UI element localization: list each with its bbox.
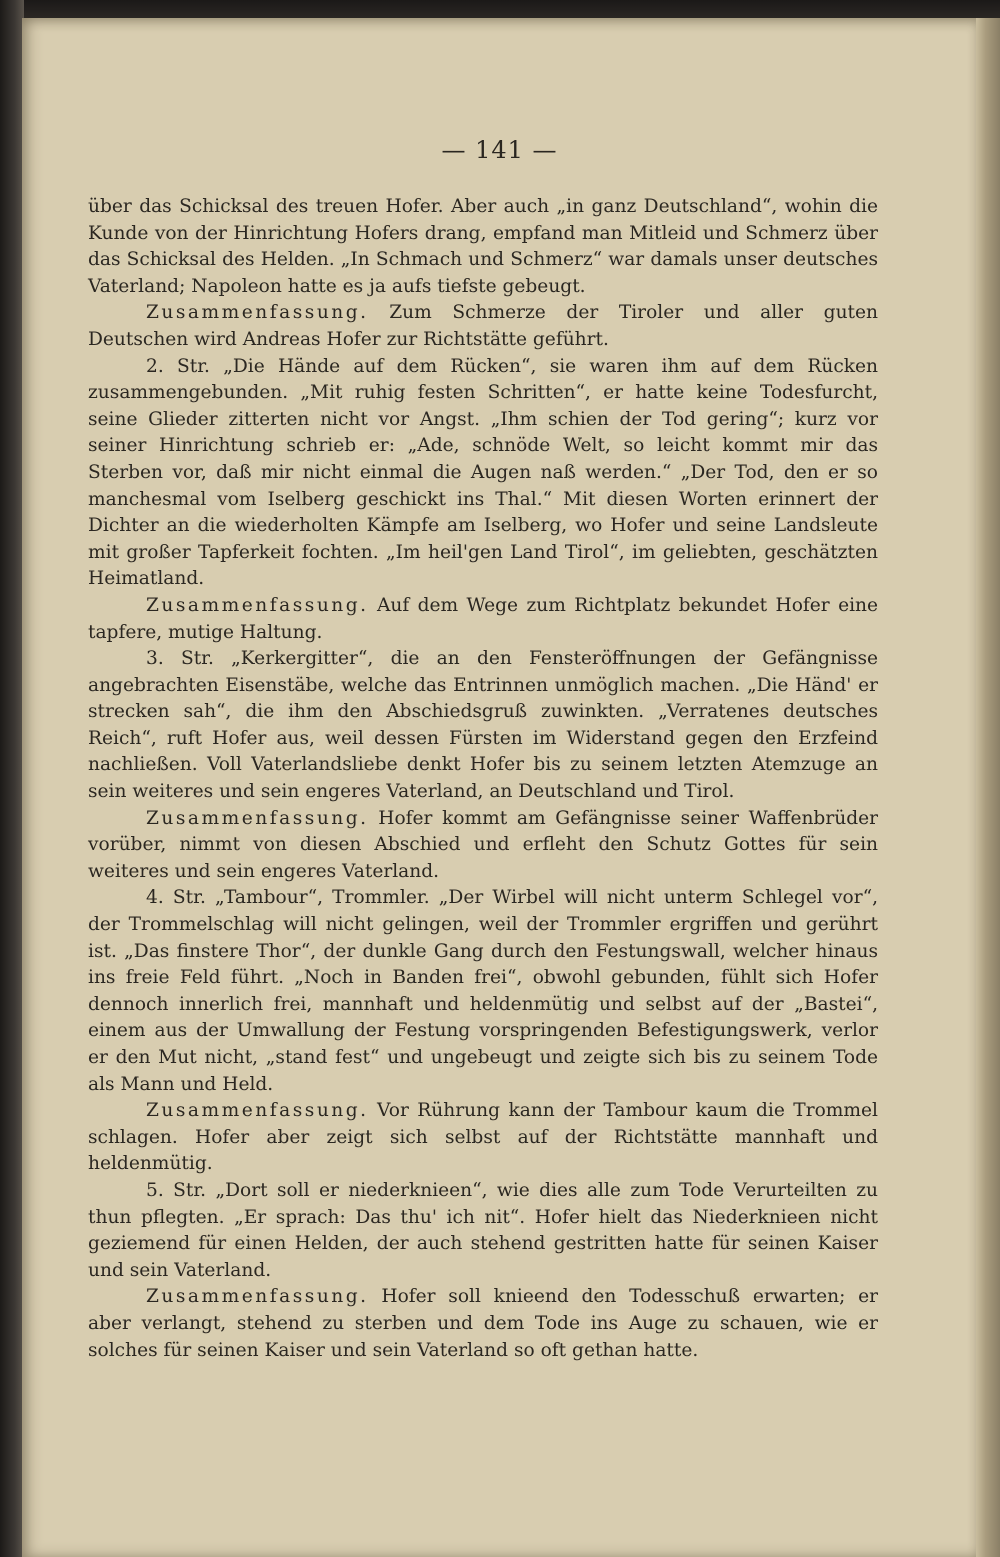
- paragraph-10-text: Hofer soll knieend den Todesschuß erwarten; er aber verlangt, stehend zu sterben und dem Tode ins Auge zu schauen, wie er solches für seinen Kaiser und sein Vaterland so oft gethan hatte.: [88, 1286, 878, 1361]
- paragraph-6-text: Hofer kommt am Gefängnisse seiner Waffenbrüder vorüber, nimmt von diesen Abschied und erfleht den Schutz Gottes für sein weiteres und sein engeres Vaterland.: [88, 807, 878, 882]
- summary-label: Zusammenfassung.: [146, 302, 369, 324]
- paragraph-6: [88, 806, 878, 886]
- paragraph-10: [88, 1284, 878, 1364]
- summary-label: Zusammenfassung.: [146, 807, 369, 829]
- paragraph-1-text: über das Schicksal des treuen Hofer. Aber auch „in ganz Deutschland“, wohin die Kunde von der Hinrichtung Hofers drang, empfand man Mitleid und Schmerz über das Schicksal des Helden. „In Schmach und Schmerz“ war damals unser deutsches Vaterland; Napoleon hatte es ja aufs tiefste gebeugt.: [88, 196, 878, 297]
- paragraph-4-text: Auf dem Wege zum Richtplatz bekundet Hofer eine tapfere, mutige Haltung.: [88, 594, 878, 643]
- summary-label: Zusammenfassung.: [146, 594, 369, 616]
- paragraph-3: [88, 354, 878, 593]
- page-body: [88, 194, 878, 1364]
- paragraph-3-text: 2. Str. „Die Hände auf dem Rücken“, sie waren ihm auf dem Rücken zusammengebunden. „Mit ruhig festen Schritten“, er hatte keine Todesfurcht, seine Glieder zitterten nicht vor Angst. „Ihm schien der Tod gering“; kurz vor seiner Hinrichtung schrieb er: „Ade, schnöde Welt, so leicht kommt mir das Sterben vor, daß mir nicht einmal die Augen naß werden.“ „Der Tod, den er so manchesmal vom Iselberg geschickt ins Thal.“ Mit diesen Worten erinnert der Dichter an die wiederholten Kämpfe am Iselberg, wo Hofer und seine Landsleute mit großer Tapferkeit fochten. „Im heil'gen Land Tirol“, im geliebten, geschätzten Heimatland.: [88, 355, 878, 590]
- paragraph-9-text: 5. Str. „Dort soll er niederknieen“, wie dies alle zum Tode Verurteilten zu thun pflegten. „Er sprach: Das thu' ich nit“. Hofer hielt das Niederknieen nicht geziemend für einen Helden, der auch stehend gestritten hatte für seinen Kaiser und sein Vaterland.: [88, 1179, 878, 1281]
- page-edge: [976, 18, 1000, 1557]
- book-spine: [0, 0, 24, 1557]
- paragraph-9: [88, 1178, 878, 1284]
- summary-label: Zusammenfassung.: [146, 1286, 369, 1308]
- paragraph-7: [88, 885, 878, 1098]
- page-number: — 141 —: [441, 136, 558, 164]
- paragraph-2-text: Zum Schmerze der Tiroler und aller guten Deutschen wird Andreas Hofer zur Richtstätte geführt.: [88, 302, 878, 350]
- book-page: [22, 18, 977, 1557]
- paragraph-8-text: Vor Rührung kann der Tambour kaum die Trommel schlagen. Hofer aber zeigt sich selbst auf der Richtstätte mannhaft und heldenmütig.: [88, 1100, 878, 1175]
- paragraph-5-text: 3. Str. „Kerkergitter“, die an den Fensteröffnungen der Gefängnisse angebrachten Eisenstäbe, welche das Entrinnen unmöglich machen. „Die Händ' er strecken sah“, die ihm den Abschiedsgruß zuwinkten. „Verratenes deutsches Reich“, ruft Hofer aus, weil dessen Fürsten im Widerstand gegen den Erzfeind nachließen. Voll Vaterlandsliebe denkt Hofer bis zu seinem letzten Atemzuge an sein weiteres und sein engeres Vaterland, an Deutschland und Tirol.: [88, 648, 878, 803]
- paragraph-7-text: 4. Str. „Tambour“, Trommler. „Der Wirbel will nicht unterm Schlegel vor“, der Trommelschlag will nicht gelingen, weil der Trommler ergriffen und gerührt ist. „Das finstere Thor“, der dunkle Gang durch den Festungswall, welcher hinaus ins freie Feld führt. „Noch in Banden frei“, obwohl gebunden, fühlt sich Hofer dennoch innerlich frei, mannhaft und heldenmütig und selbst auf der „Bastei“, einem aus der Umwallung der Festung vorspringenden Befestigungswerk, verlor er den Mut nicht, „stand fest“ und ungebeugt und zeigte sich bis zu seinem Tode als Mann und Held.: [88, 887, 878, 1095]
- paragraph-5: [88, 646, 878, 806]
- paragraph-4: [88, 593, 878, 646]
- paragraph-2: [88, 300, 878, 353]
- paragraph-1: [88, 194, 878, 300]
- paragraph-8: [88, 1098, 878, 1178]
- summary-label: Zusammenfassung.: [146, 1100, 369, 1122]
